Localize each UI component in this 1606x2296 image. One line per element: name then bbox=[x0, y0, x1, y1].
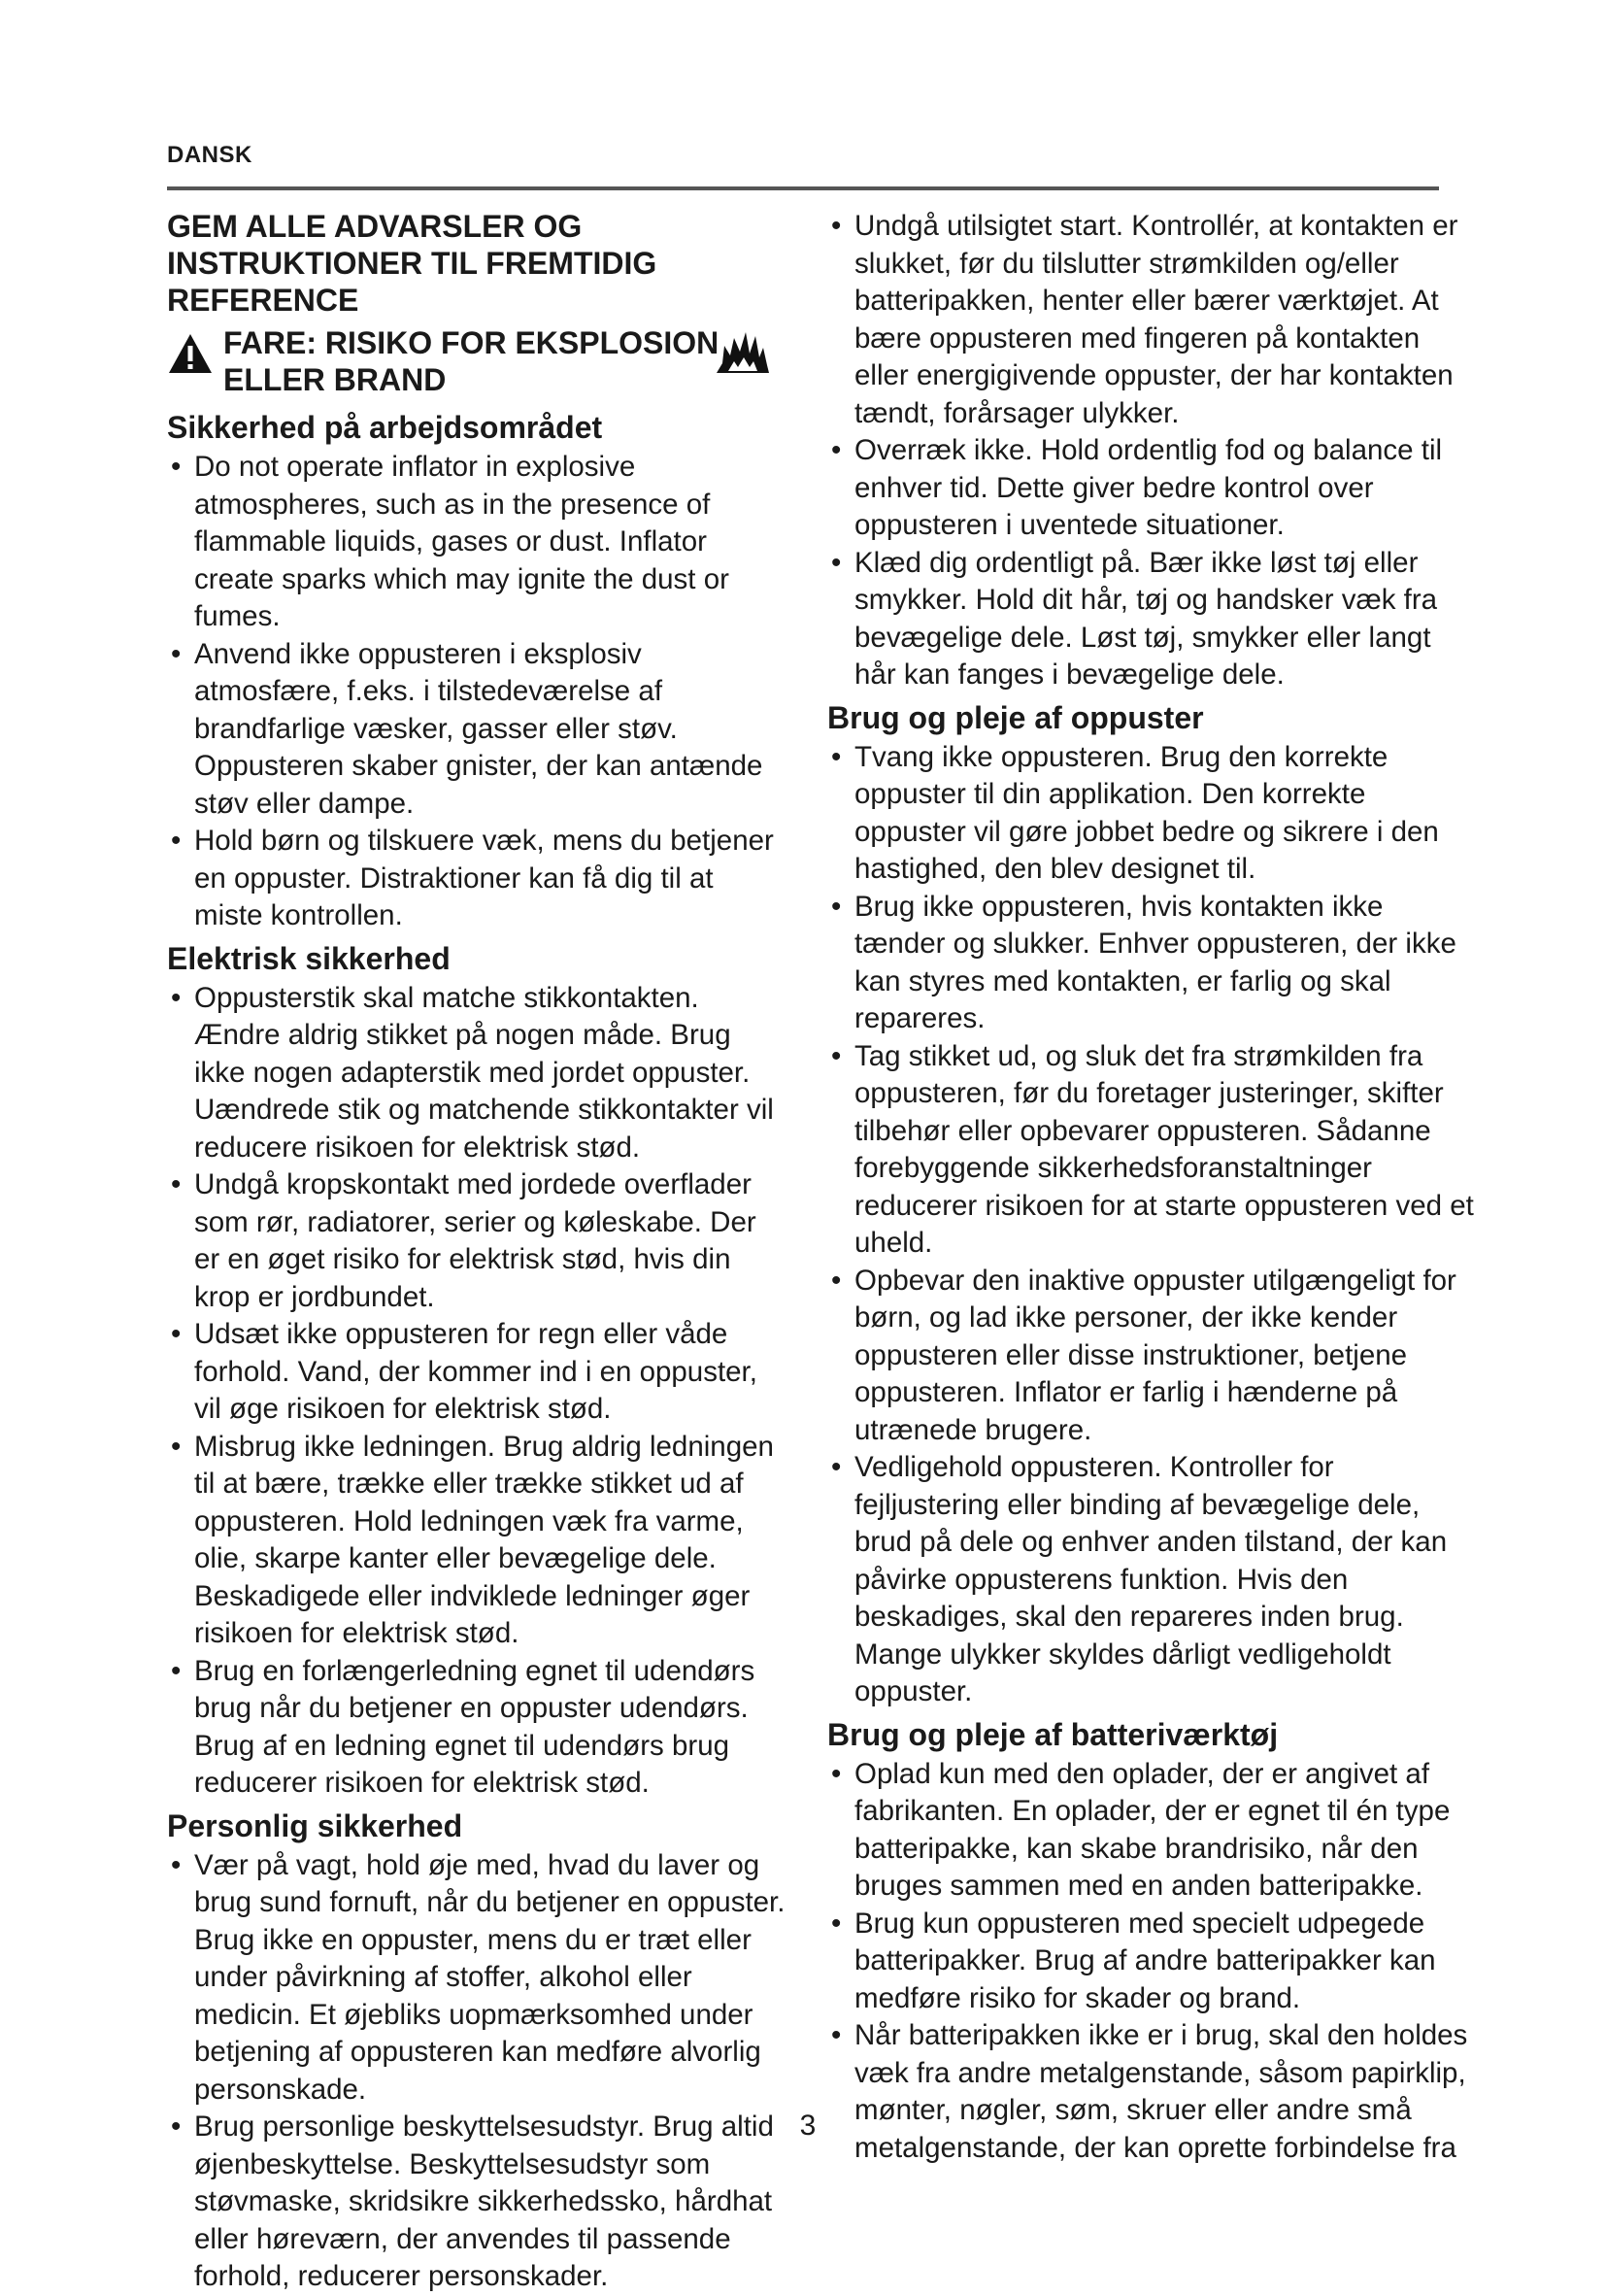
fire-explosion-icon bbox=[715, 328, 771, 375]
list-item: • Hold børn og tilskuere væk, mens du betjener en oppuster. Distraktioner kan få dig til at miste kontrollen. bbox=[167, 823, 788, 935]
danger-callout bbox=[167, 322, 788, 404]
personal-list-left bbox=[167, 1847, 788, 2296]
warning-triangle-icon bbox=[167, 332, 214, 375]
section-heading-battery: Brug og pleje af batteriværktøj bbox=[827, 1716, 1279, 1752]
section-heading-work-area: Sikkerhed på arbejdsområdet bbox=[167, 410, 603, 445]
list-item: • Do not operate inflator in explosive atmospheres, such as in the presence of flammable liquids, gases or dust. Inflator create sparks which may ignite the dust or fumes. bbox=[167, 449, 788, 636]
list-item: • Brug kun oppusteren med specielt udpegede batteripakker. Brug af andre batteripakker kan medføre risiko for skader og brand. bbox=[827, 1906, 1478, 2018]
electrical-list bbox=[167, 980, 788, 1803]
list-item: • Brug personlige beskyttelsesudstyr. Brug altid øjenbeskyttelse. Beskyttelsesudstyr som støvmaske, skridsikre sikkerhedssko, hårdhat eller høreværn, der anvendes til passende forhold, reducerer personskader. bbox=[167, 2109, 788, 2296]
page-number: 3 bbox=[799, 2110, 817, 2142]
use-care-list bbox=[827, 739, 1478, 1711]
list-item: • Vedligehold oppusteren. Kontroller for fejljustering eller binding af bevægelige dele, brud på dele og enhver anden tilstand, der kan påvirke oppusterens funktion. Hvis den beskadiges, skal den repareres inden brug. Mange ulykker skyldes dårligt vedligeholdt oppuster. bbox=[827, 1449, 1478, 1711]
list-item: • Undgå kropskontakt med jordede overflader som rør, radiatorer, serier og køleskabe. Der er en øget risiko for elektrisk stød, hvis din krop er jordbundet. bbox=[167, 1166, 788, 1316]
list-item: • Vær på vagt, hold øje med, hvad du laver og brug sund fornuft, når du betjener en oppuster. Brug ikke en oppuster, mens du er træt eller under påvirkning af stoffer, alkohol eller medicin. Et øjebliks uopmærksomhed under betjening af oppusteren kan medføre alvorlig personskade. bbox=[167, 1847, 788, 2110]
list-item: • Tag stikket ud, og sluk det fra strømkilden fra oppusteren, før du foretager justeringer, skifter tilbehør eller opbevarer oppusteren. Sådanne forebyggende sikkerhedsforanstaltninger reducerer risikoen for at starte oppusteren ved et uheld. bbox=[827, 1038, 1478, 1263]
header-rule bbox=[167, 186, 1439, 190]
personal-list-right bbox=[827, 208, 1478, 694]
list-item: • Overræk ikke. Hold ordentlig fod og balance til enhver tid. Dette giver bedre kontrol over oppusteren i uventede situationer. bbox=[827, 432, 1478, 545]
section-heading-personal: Personlig sikkerhed bbox=[167, 1807, 463, 1843]
list-item: • Udsæt ikke oppusteren for regn eller våde forhold. Vand, der kommer ind i en oppuster, vil øge risikoen for elektrisk stød. bbox=[167, 1316, 788, 1429]
right-column bbox=[827, 208, 1478, 2167]
list-item: • Undgå utilsigtet start. Kontrollér, at kontakten er slukket, før du tilslutter strømkilden og/eller batteripakken, henter eller bærer værktøjet. At bære oppusteren med fingeren på kontakten eller energigivende oppuster, der har kontakten tændt, forårsager ulykker. bbox=[827, 208, 1478, 432]
language-label: DANSK bbox=[167, 142, 252, 168]
list-item: • Når batteripakken ikke er i brug, skal den holdes væk fra andre metalgenstande, såsom papirklip, mønter, nøgler, søm, skruer eller andre små metalgenstande, der kan oprette forbindelse fra bbox=[827, 2017, 1478, 2167]
list-item: • Brug en forlængerledning egnet til udendørs brug når du betjener en oppuster udendørs. Brug af en ledning egnet til udendørs brug reducerer risikoen for elektrisk stød. bbox=[167, 1653, 788, 1803]
list-item: • Oppusterstik skal matche stikkontakten. Ændre aldrig stikket på nogen måde. Brug ikke nogen adapterstik med jordet oppuster. Uændrede stik og matchende stikkontakter vil reducere risikoen for elektrisk stød. bbox=[167, 980, 788, 1167]
danger-text: FARE: RISIKO FOR EKSPLOSION ELLER BRAND bbox=[223, 325, 719, 397]
list-item: • Misbrug ikke ledningen. Brug aldrig ledningen til at bære, trække eller trække stikket ud af oppusteren. Hold ledningen væk fra varme, olie, skarpe kanter eller bevægelige dele. Beskadigede eller indviklede ledninger øger risikoen for elektrisk stød. bbox=[167, 1429, 788, 1653]
list-item: • Oplad kun med den oplader, der er angivet af fabrikanten. En oplader, der er egnet til én type batteripakke, kan skabe brandrisiko, når den bruges sammen med en anden batteripakke. bbox=[827, 1756, 1478, 1906]
document-title: GEM ALLE ADVARSLER OG INSTRUKTIONER TIL FREMTIDIG REFERENCE bbox=[167, 209, 657, 318]
section-heading-use-care: Brug og pleje af oppuster bbox=[827, 699, 1204, 735]
list-item: • Tvang ikke oppusteren. Brug den korrekte oppuster til din applikation. Den korrekte oppuster vil gøre jobbet bedre og sikrere i den hastighed, den blev designet til. bbox=[827, 739, 1478, 889]
section-heading-electrical: Elektrisk sikkerhed bbox=[167, 940, 451, 976]
list-item: • Opbevar den inaktive oppuster utilgængeligt for børn, og lad ikke personer, der ikke kender oppusteren eller disse instruktioner, betjene oppusteren. Inflator er farlig i hænderne på utrænede brugere. bbox=[827, 1263, 1478, 1450]
battery-list bbox=[827, 1756, 1478, 2168]
work-area-list bbox=[167, 449, 788, 935]
list-item: • Klæd dig ordentligt på. Bær ikke løst tøj eller smykker. Hold dit hår, tøj og handsker væk fra bevægelige dele. Løst tøj, smykker eller langt hår kan fanges i bevægelige dele. bbox=[827, 545, 1478, 694]
list-item: • Brug ikke oppusteren, hvis kontakten ikke tænder og slukker. Enhver oppusteren, der ikke kan styres med kontakten, er farlig og skal repareres. bbox=[827, 889, 1478, 1038]
list-item: • Anvend ikke oppusteren i eksplosiv atmosfære, f.eks. i tilstedeværelse af brandfarlige væsker, gasser eller støv. Oppusteren skaber gnister, der kan antænde støv eller dampe. bbox=[167, 636, 788, 824]
left-column bbox=[167, 208, 788, 2296]
